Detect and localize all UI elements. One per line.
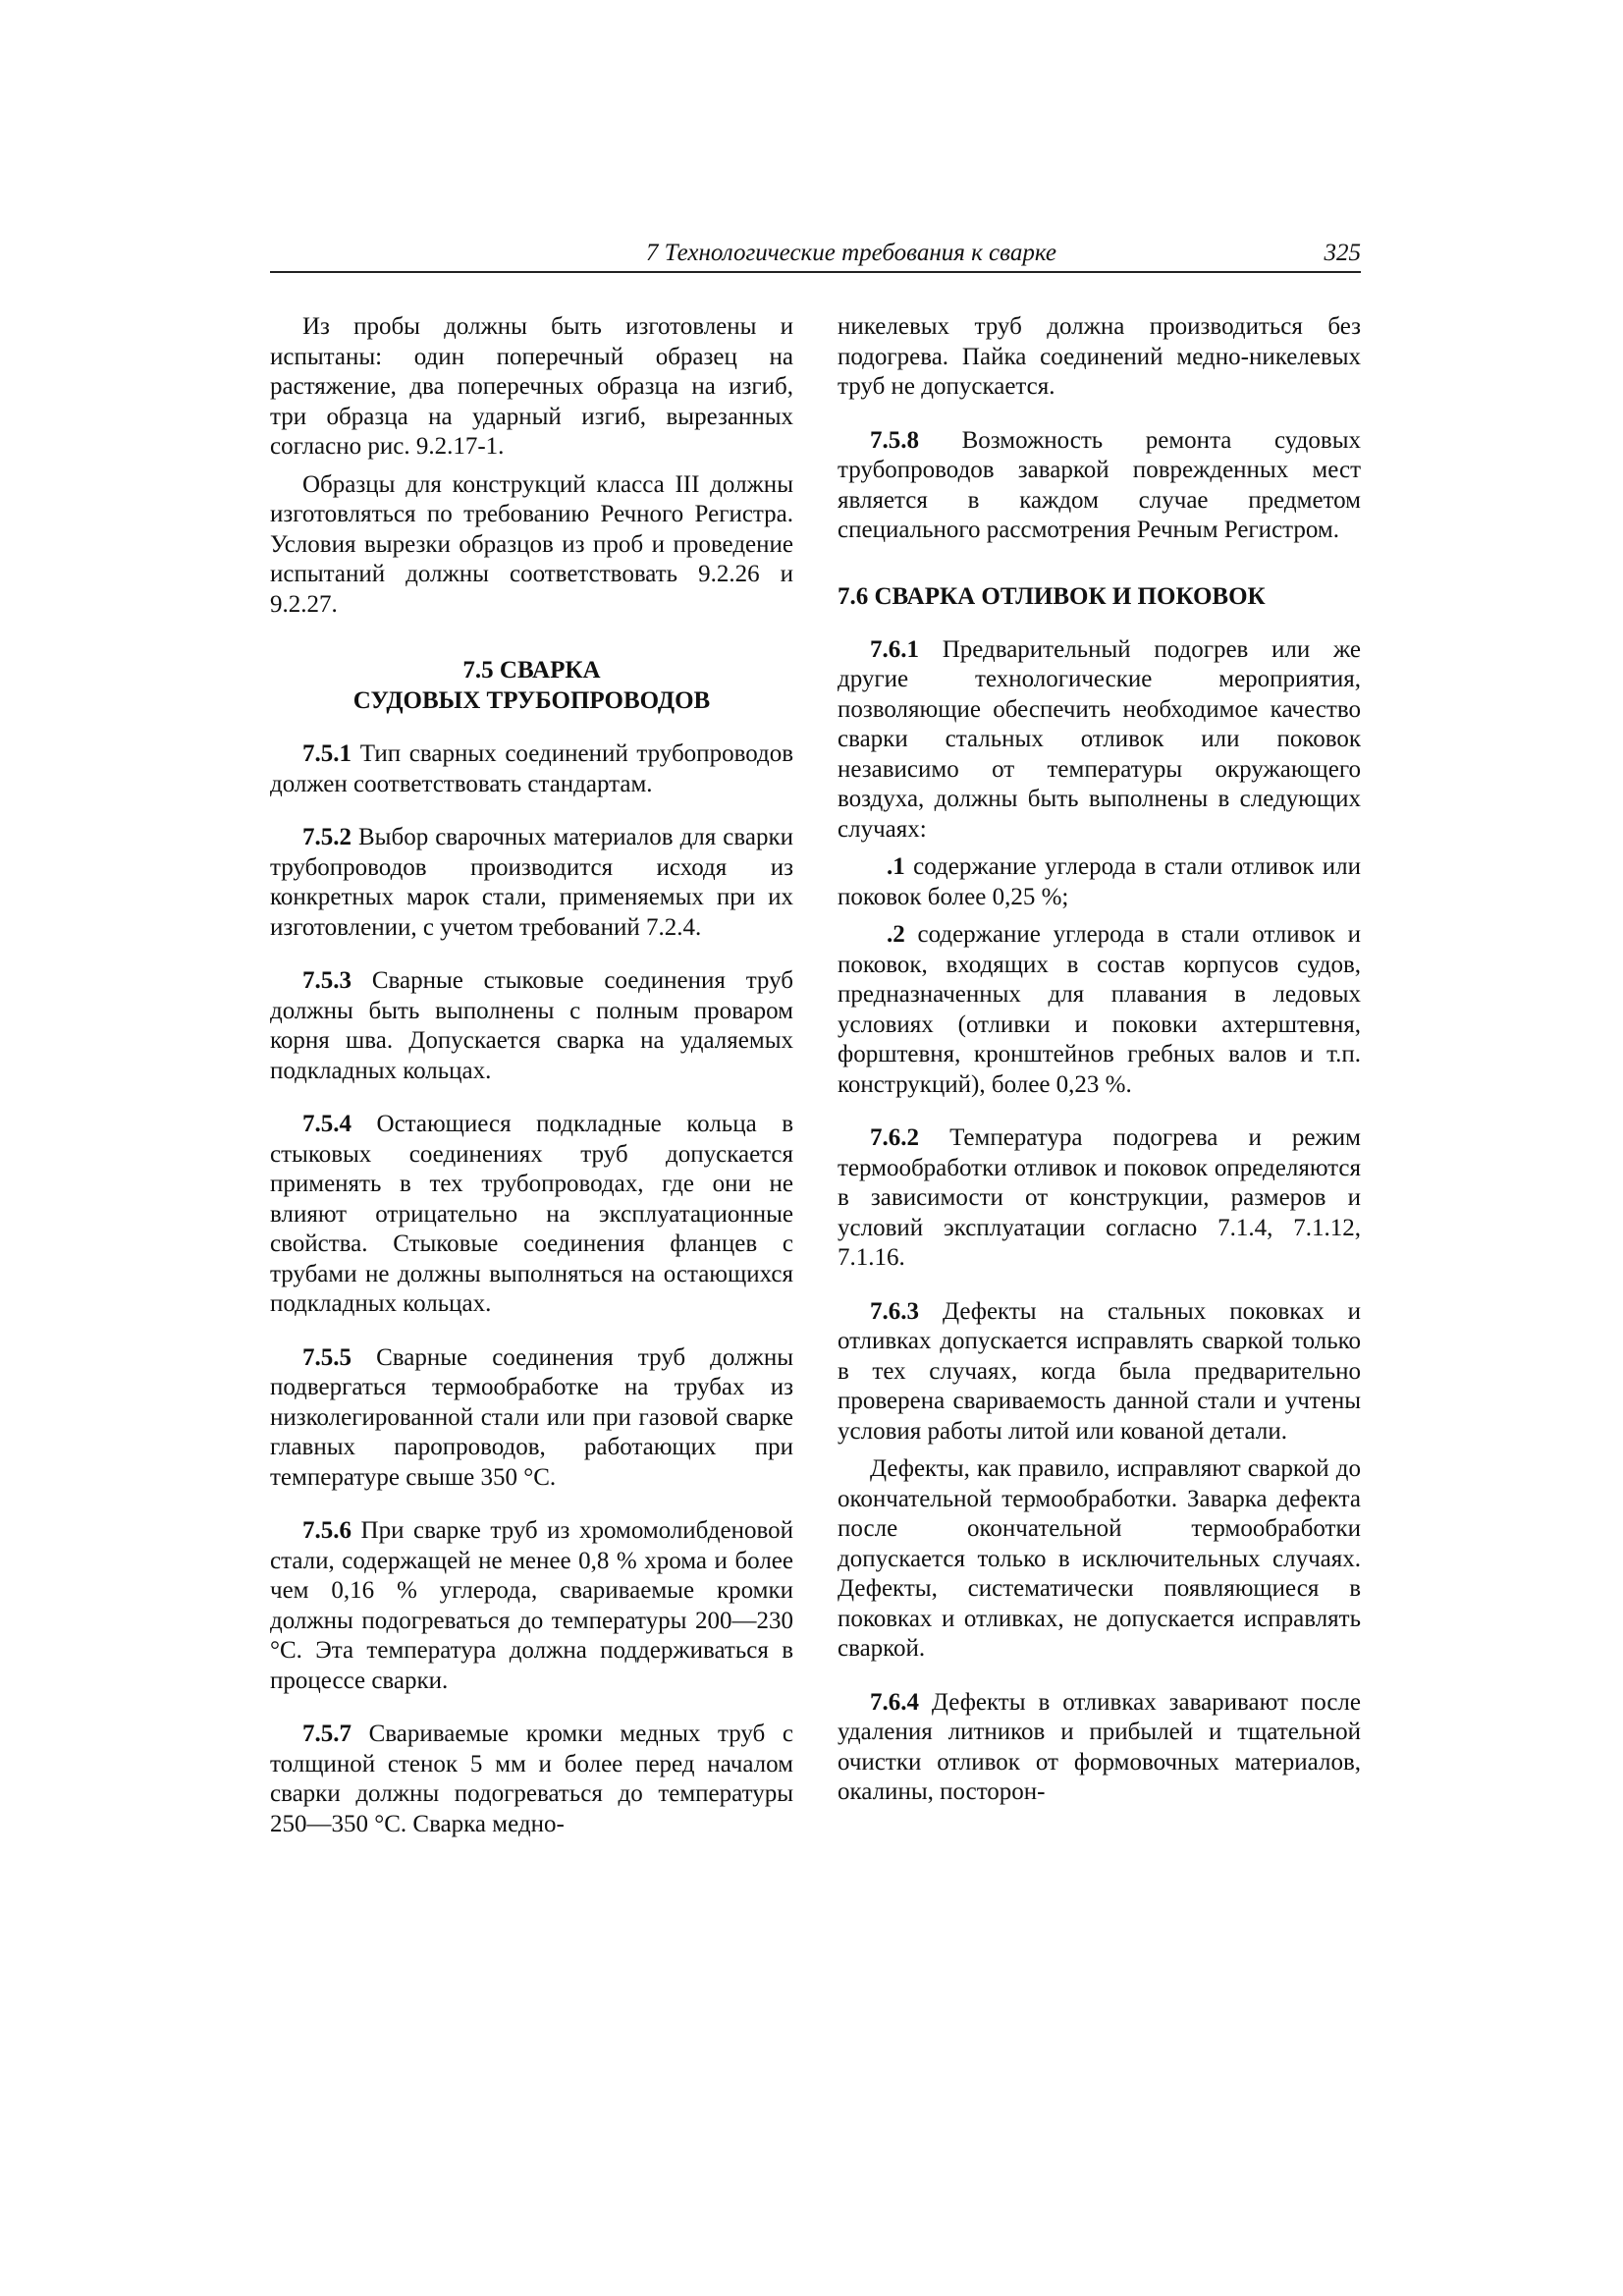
clause-number: 7.5.6 <box>302 1517 352 1544</box>
clause-number: 7.5.5 <box>302 1343 352 1371</box>
clause-text: Сварные соединения труб должны подвергаться термообработке на трубах из низколегированной стали или при газовой сварке главных паропроводов, работающих при температуре свыше 350 °C. <box>270 1343 793 1491</box>
list-text: содержание углерода в стали отливок или поковок более 0,25 %; <box>838 853 1361 910</box>
clause-text: Дефекты в отливках заваривают после удаления литников и прибылей и тщательной очистки отливок от формовочных материалов, окалины, посторон- <box>838 1688 1361 1805</box>
list-number: .2 <box>887 921 905 948</box>
clause-text: Возможность ремонта судовых трубопроводов заваркой поврежденных мест является в каждом случае предметом специального рассмотрения Речным Регистром. <box>838 426 1361 543</box>
clause-text: Температура подогрева и режим термообработки отливок и поковок определяются в зависимости от конструкции, размеров и условий эксплуатации согласно 7.1.4, 7.1.12, 7.1.16. <box>838 1124 1361 1271</box>
list-item <box>838 920 1361 1100</box>
clause-7-5-7 <box>270 1720 793 1839</box>
clause-number: 7.6.1 <box>870 635 919 663</box>
section-heading-7-5 <box>270 655 793 716</box>
list-number: .1 <box>887 853 905 880</box>
clause-number: 7.6.3 <box>870 1297 919 1325</box>
clause-7-5-5 <box>270 1343 793 1494</box>
running-title: 7 Технологические требования к сварке <box>645 240 1056 266</box>
clause-number: 7.5.3 <box>302 967 352 994</box>
clause-number: 7.5.4 <box>302 1111 352 1137</box>
clause-text: Дефекты на стальных поковках и отливках допускается исправлять сваркой только в тех случаях, когда была предварительно проверена свариваемость данной стали и учтены условия работы литой или кованой детали. <box>838 1297 1361 1445</box>
clause-7-5-6 <box>270 1516 793 1696</box>
clause-number: 7.6.4 <box>870 1688 919 1716</box>
paragraph: Дефекты, как правило, исправляют сваркой до окончательной термообработки. Заварка дефекта после окончательной термообработки допускается только в исключительных случаях. Дефекты, систематически появляющиеся в поковках и отливках, не допускается исправлять сваркой. <box>838 1455 1361 1662</box>
clause-text: Остающиеся подкладные кольца в стыковых соединениях труб допускается применять в тех трубопроводах, где они не влияют отрицательно на эксплуатационные свойства. Стыковые соединения фланцев с трубами не должны выполняться на остающихся подкладных кольцах. <box>270 1111 793 1317</box>
clause-number: 7.6.2 <box>870 1124 919 1151</box>
paragraph: Образцы для конструкций класса III должны изготовляться по требованию Речного Регистра. Условия вырезки образцов из проб и проведение испытаний должны соответствовать 9.2.26 и 9.2.27. <box>270 470 793 618</box>
list-text: содержание углерода в стали отливок и поковок, входящих в состав корпусов судов, предназначенных для плавания в ледовых условиях (отливки и поковки ахтерштевня, форштевня, кронштейнов гребных валов и т.п. конструкций), более 0,23 %. <box>838 921 1361 1098</box>
section-heading-7-6: 7.6 СВАРКА ОТЛИВОК И ПОКОВОК <box>838 582 1266 610</box>
list-item <box>838 852 1361 912</box>
clause-text: Выбор сварочных материалов для сварки трубопроводов производится исходя из конкретных марок стали, применяемых при их изготовлении, с учетом требований 7.2.4. <box>270 824 793 941</box>
clause-7-5-8 <box>838 426 1361 546</box>
right-column <box>838 312 1361 1808</box>
clause-7-6-4 <box>838 1688 1361 1808</box>
paragraph-continuation: никелевых труб должна производиться без подогрева. Пайка соединений медно-никелевых труб не допускается. <box>838 313 1361 400</box>
clause-text: Сварные стыковые соединения труб должны быть выполнены с полным проваром корня шва. Допускается сварка на удаляемых подкладных кольцах. <box>270 967 793 1084</box>
heading-line: 7.5 СВАРКА <box>462 657 601 683</box>
clause-text: Предварительный подогрев или же другие технологические мероприятия, позволяющие обеспечить необходимое качество сварки стальных отливок или поковок независимо от температуры окружающего воздуха, должны быть выполнены в следующих случаях: <box>838 635 1361 843</box>
clause-7-6-3 <box>838 1297 1361 1448</box>
clause-7-6-1 <box>838 635 1361 846</box>
clause-number: 7.5.7 <box>302 1721 352 1747</box>
clause-7-5-4 <box>270 1110 793 1320</box>
clause-7-5-1 <box>270 739 793 799</box>
clause-7-5-2 <box>270 823 793 943</box>
clause-text: Свариваемые кромки медных труб с толщиной стенок 5 мм и более перед началом сварки должны подогреваться до температуры 250—350 °C. Сварка медно- <box>270 1721 793 1837</box>
paragraph: Из пробы должны быть изготовлены и испытаны: один поперечный образец на растяжение, два поперечных образца на изгиб, три образца на ударный изгиб, вырезанных согласно рис. 9.2.17-1. <box>270 313 793 460</box>
left-column <box>270 312 793 1839</box>
page-number: 325 <box>1324 240 1361 266</box>
clause-7-6-2 <box>838 1123 1361 1274</box>
clause-text: При сварке труб из хромомолибденовой стали, содержащей не менее 0,8 % хрома и более чем 0,16 % углерода, свариваемые кромки должны подогреваться до температуры 200—230 °C. Эта температура должна поддерживаться в процессе сварки. <box>270 1517 793 1694</box>
clause-number: 7.5.1 <box>302 740 352 767</box>
clause-text: Тип сварных соединений трубопроводов должен соответствовать стандартам. <box>270 740 793 797</box>
clause-number: 7.5.2 <box>302 824 352 850</box>
heading-line: СУДОВЫХ ТРУБОПРОВОДОВ <box>352 687 711 714</box>
page-header <box>270 236 1361 273</box>
clause-7-5-3 <box>270 966 793 1086</box>
clause-number: 7.5.8 <box>870 426 919 454</box>
